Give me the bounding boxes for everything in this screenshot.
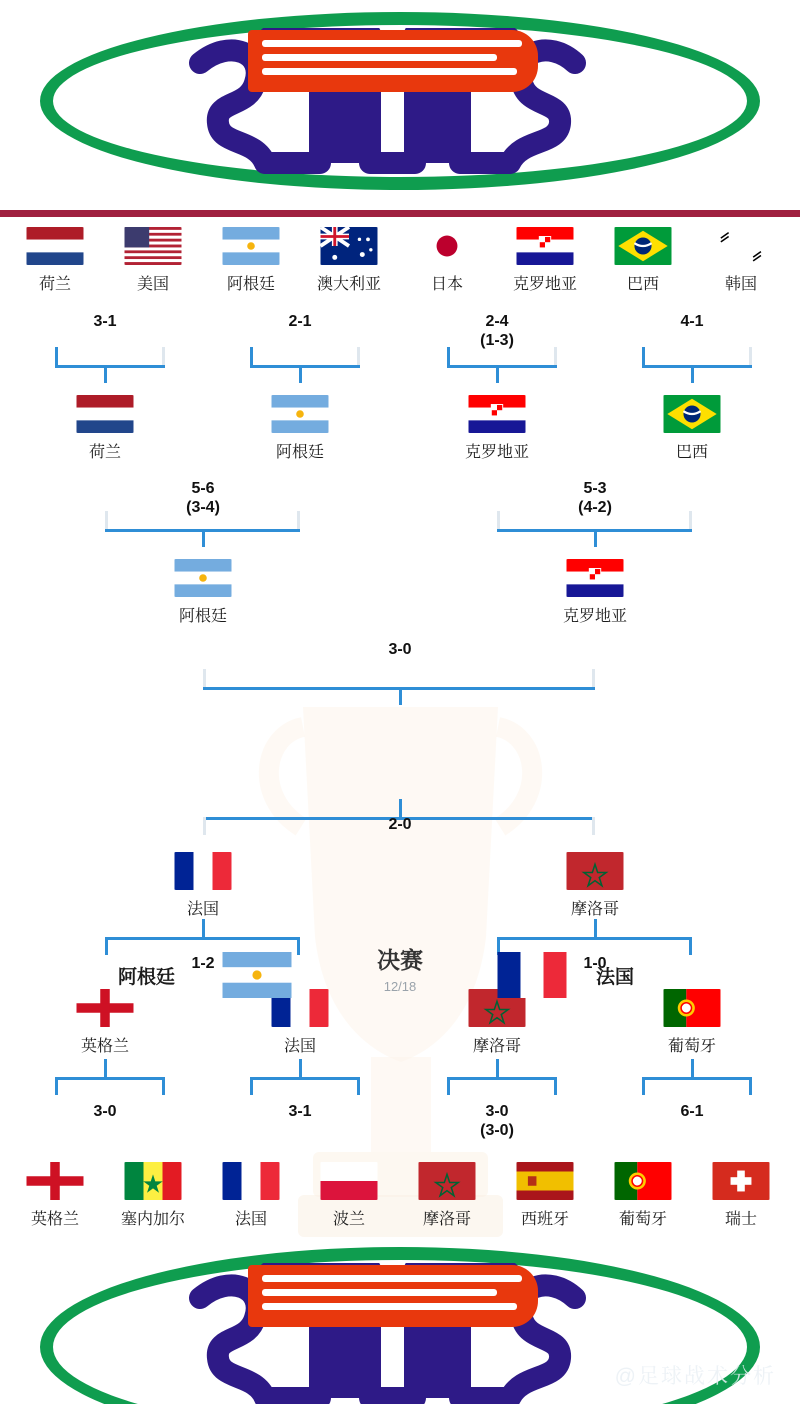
score-r16-top-0: 3-1 [93, 313, 117, 330]
flag-ma [418, 1162, 476, 1200]
bracket-connector [250, 347, 253, 365]
bracket-connector [104, 1059, 107, 1077]
team-qf-top-0[interactable] [73, 395, 137, 462]
score-r16-top-2: 2-4 (1-3) [480, 313, 514, 349]
team-r16-bottom-5[interactable] [513, 1162, 577, 1229]
logo-graphic [170, 28, 590, 178]
team-r16-bottom-6[interactable] [611, 1162, 675, 1229]
team-r16-top-7[interactable] [709, 227, 773, 294]
flag-au [320, 227, 378, 265]
footer-logo-line-2 [262, 1289, 497, 1296]
bracket-connector [447, 365, 557, 368]
flag-en [26, 1162, 84, 1200]
team-r16-bottom-4[interactable] [415, 1162, 479, 1229]
team-qf-bottom-1[interactable] [268, 989, 332, 1056]
bracket-connector [447, 1077, 450, 1095]
bracket-connector [55, 347, 58, 365]
team-name: 克罗地亚 [465, 444, 530, 461]
bracket-connector [399, 687, 402, 705]
score-r16-bottom-0: 3-0 [93, 1103, 117, 1120]
flag-us [124, 227, 182, 265]
bracket-connector [496, 1059, 499, 1077]
final-left-flag [220, 952, 294, 998]
tournament-bracket [0, 217, 800, 1229]
team-name: 荷兰 [88, 444, 121, 461]
flag-es [516, 1162, 574, 1200]
bracket-connector [55, 1077, 165, 1080]
flag-br [614, 227, 672, 265]
team-name: 阿根廷 [178, 608, 227, 625]
flag-jp [418, 227, 476, 265]
team-name: 英格兰 [80, 1038, 129, 1055]
flag-pt [663, 989, 721, 1027]
logo-line-1 [262, 40, 522, 47]
flag-ar [222, 227, 280, 265]
bracket-connector [642, 365, 752, 368]
team-qf-top-3[interactable] [660, 395, 724, 462]
team-r16-top-6[interactable] [611, 227, 675, 294]
bracket-connector [594, 919, 597, 937]
team-name: 巴西 [626, 276, 659, 293]
bracket-connector [447, 1077, 557, 1080]
team-qf-top-1[interactable] [268, 395, 332, 462]
score-r16-bottom-2: 3-0 (3-0) [480, 1103, 514, 1139]
header-divider [0, 210, 800, 217]
bracket-connector [162, 1077, 165, 1095]
score-r16-bottom-1: 3-1 [288, 1103, 312, 1120]
bracket-connector [642, 1077, 645, 1095]
logo-line-3 [262, 68, 517, 75]
team-name: 韩国 [724, 276, 757, 293]
final-date: 12/18 [383, 979, 417, 994]
flag-hr [566, 559, 624, 597]
flag-hr [468, 395, 526, 433]
team-name: 葡萄牙 [618, 1211, 667, 1228]
bracket-connector [105, 937, 108, 955]
flag-pt [614, 1162, 672, 1200]
bracket-connector [642, 347, 645, 365]
bracket-connector [297, 937, 300, 955]
bracket-connector [202, 919, 205, 937]
team-r16-bottom-7[interactable] [709, 1162, 773, 1229]
team-name: 西班牙 [520, 1211, 569, 1228]
bracket-connector [447, 347, 450, 365]
team-r16-bottom-0[interactable] [23, 1162, 87, 1229]
final-left-team-name: 阿根廷 [118, 967, 176, 988]
bracket-connector [554, 1077, 557, 1095]
team-name: 荷兰 [38, 276, 71, 293]
team-name: 摩洛哥 [422, 1211, 471, 1228]
footer-logo-graphic [170, 1263, 590, 1404]
flag-kr [712, 227, 770, 265]
bracket-connector [105, 937, 300, 940]
flag-en [76, 989, 134, 1027]
score-qf-bottom-1: 1-0 [583, 955, 607, 972]
team-r16-top-2[interactable] [219, 227, 283, 294]
bracket-connector [554, 347, 557, 365]
team-qf-bottom-0[interactable] [73, 989, 137, 1056]
bracket-connector [55, 365, 165, 368]
flag-ch [712, 1162, 770, 1200]
bracket-connector [203, 817, 206, 835]
team-r16-bottom-3[interactable] [317, 1162, 381, 1229]
flag-nl [26, 227, 84, 265]
bracket-connector [55, 1077, 58, 1095]
score-sf-bottom: 2-0 [388, 816, 412, 833]
score-r16-top-3: 4-1 [680, 313, 704, 330]
final-right-team-name: 法国 [596, 967, 635, 988]
team-sf-top-0[interactable] [171, 559, 235, 626]
team-qf-bottom-2[interactable] [465, 989, 529, 1056]
bracket-connector [250, 365, 360, 368]
bracket-connector [299, 365, 302, 383]
bracket-connector [202, 529, 205, 547]
bracket-connector [691, 365, 694, 383]
team-r16-bottom-1[interactable] [121, 1162, 185, 1229]
team-name: 美国 [136, 276, 169, 293]
team-sf-bottom-0[interactable] [171, 852, 235, 919]
flag-sn [124, 1162, 182, 1200]
score-r16-top-1: 2-1 [288, 313, 312, 330]
flag-ma [566, 852, 624, 890]
final-title: 决赛 [377, 947, 423, 973]
team-name: 法国 [283, 1038, 316, 1055]
team-r16-top-4[interactable] [415, 227, 479, 294]
bracket-connector [297, 511, 300, 529]
flag-hr [516, 227, 574, 265]
team-qf-top-2[interactable] [465, 395, 529, 462]
team-name: 摩洛哥 [570, 901, 619, 918]
bracket-connector [203, 669, 206, 687]
team-name: 法国 [186, 901, 219, 918]
bracket-connector [357, 347, 360, 365]
footer-logo-line-3 [262, 1303, 517, 1310]
bracket-connector [104, 365, 107, 383]
bracket-connector [689, 937, 692, 955]
team-name: 葡萄牙 [667, 1038, 716, 1055]
watermark-text: @足球战术分析 [614, 1365, 776, 1388]
bracket-connector [691, 1059, 694, 1077]
flag-br [663, 395, 721, 433]
bracket-connector [497, 937, 692, 940]
flag-ar [174, 559, 232, 597]
score-qf-top-0: 5-6 (3-4) [186, 480, 220, 516]
score-sf-top: 3-0 [388, 641, 412, 658]
bracket-connector [250, 1077, 253, 1095]
flag-nl [76, 395, 134, 433]
team-name: 法国 [234, 1211, 267, 1228]
team-name: 阿根廷 [226, 276, 275, 293]
final-label [340, 942, 460, 994]
score-r16-bottom-3: 6-1 [680, 1103, 704, 1120]
team-name: 英格兰 [30, 1211, 79, 1228]
bracket-connector [250, 1077, 360, 1080]
bracket-connector [594, 529, 597, 547]
team-name: 塞内加尔 [121, 1211, 186, 1228]
flag-pl [320, 1162, 378, 1200]
team-r16-bottom-2[interactable] [219, 1162, 283, 1229]
team-name: 阿根廷 [275, 444, 324, 461]
team-r16-top-0[interactable] [23, 227, 87, 294]
score-qf-top-1: 5-3 (4-2) [578, 480, 612, 516]
footer-logo-line-1 [262, 1275, 522, 1282]
header-logo-band [0, 0, 800, 210]
team-r16-top-3[interactable] [317, 227, 381, 294]
bracket-connector [162, 347, 165, 365]
team-name: 克罗地亚 [513, 276, 578, 293]
footer-logo-band [0, 1229, 800, 1404]
bracket-connector [357, 1077, 360, 1095]
team-name: 瑞士 [724, 1211, 757, 1228]
flag-ar [271, 395, 329, 433]
flag-fr [174, 852, 232, 890]
team-qf-bottom-3[interactable] [660, 989, 724, 1056]
bracket-connector [592, 817, 595, 835]
bracket-connector [749, 347, 752, 365]
bracket-connector [642, 1077, 752, 1080]
team-name: 澳大利亚 [317, 276, 382, 293]
final-right-flag [495, 952, 569, 998]
team-name: 巴西 [675, 444, 708, 461]
flag-fr [222, 1162, 280, 1200]
bracket-connector [497, 511, 500, 529]
team-r16-top-5[interactable] [513, 227, 577, 294]
bracket-connector [105, 511, 108, 529]
team-name: 摩洛哥 [472, 1038, 521, 1055]
team-name: 克罗地亚 [563, 608, 628, 625]
bracket-connector [689, 511, 692, 529]
bracket-connector [749, 1077, 752, 1095]
logo-line-2 [262, 54, 497, 61]
score-qf-bottom-0: 1-2 [191, 955, 215, 972]
bracket-connector [299, 1059, 302, 1077]
bracket-connector [496, 365, 499, 383]
team-name: 波兰 [332, 1211, 365, 1228]
team-name: 日本 [430, 276, 463, 293]
team-r16-top-1[interactable] [121, 227, 185, 294]
team-sf-top-1[interactable] [563, 559, 627, 626]
team-sf-bottom-1[interactable] [563, 852, 627, 919]
bracket-connector [592, 669, 595, 687]
